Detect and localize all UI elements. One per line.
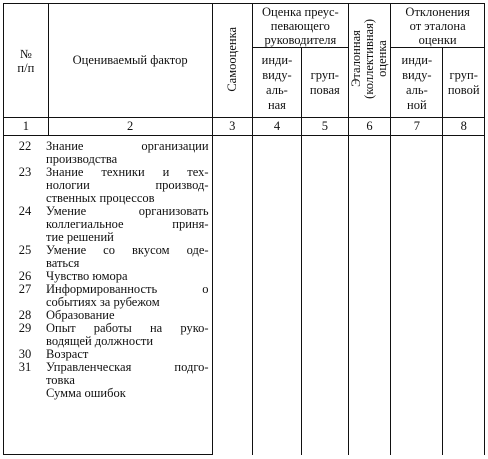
factor-row-number: 22 [18, 139, 32, 153]
header-deviation-individual [391, 48, 443, 118]
factor-row-text [46, 283, 212, 309]
header-superior-individual-l4: ная [267, 97, 286, 112]
factor-row [4, 244, 212, 270]
header-superior-individual-l2: виду- [262, 67, 292, 82]
factor-row-text [46, 322, 212, 348]
header-superior-group-l2: повая [309, 82, 340, 97]
factor-list-cell [4, 136, 213, 455]
factor-row-number: 24 [18, 204, 32, 218]
factor-row [4, 387, 212, 400]
factor-row-text-line: тие решений [46, 230, 114, 244]
factor-row-text-line: Умение организовать [46, 204, 209, 218]
header-superior-line-3: руководителя [264, 32, 337, 47]
factor-row-text-line: Чувство юмора [46, 269, 128, 283]
header-num [4, 4, 49, 118]
header-superior-group [301, 48, 348, 118]
factor-list [4, 140, 212, 400]
factor-row [4, 283, 212, 309]
factor-row-number: 31 [18, 360, 32, 374]
factor-row-text [46, 205, 212, 244]
header-deviation-line-1: Отклонения [405, 4, 470, 19]
header-superior-line-1: Оценка преус- [262, 4, 339, 19]
header-deviation-group-l1: груп- [449, 67, 478, 82]
header-deviation-line-3: оценки [418, 32, 457, 47]
factor-row-text-line: ваться [46, 256, 80, 270]
factor-row-text-line: Возраст [46, 347, 89, 361]
factor-row-text-line: Умение со вкусом оде- [46, 243, 209, 257]
header-standard-line-1: Эталонная [349, 30, 363, 88]
column-number-4: 4 [252, 118, 301, 136]
header-self-assessment-text: Самооценка [224, 26, 239, 92]
header-factor-text: Оцениваемый фактор [72, 53, 188, 67]
cell-superior-individual [252, 136, 301, 455]
factor-row-text-line: товка [46, 373, 75, 387]
factor-row-text [46, 166, 212, 205]
factor-row-text-line: Знание организации [46, 139, 209, 153]
factor-row [4, 205, 212, 244]
column-number-7: 7 [391, 118, 443, 136]
header-deviation-group-l2: повой [447, 82, 480, 97]
header-superior-individual-l3: аль- [266, 82, 288, 97]
factor-row-number: 29 [18, 321, 32, 335]
cell-deviation-group [443, 136, 485, 455]
factor-row-text-line: Сумма ошибок [46, 386, 126, 400]
factor-row-text-line: Управленческая подго- [46, 360, 209, 374]
column-number-1: 1 [4, 118, 49, 136]
factor-row-number: 23 [18, 165, 32, 179]
factor-row-text-line: ственных процессов [46, 191, 155, 205]
header-superior-individual-l1: инди- [261, 52, 293, 67]
header-deviation-individual-l4: ной [407, 97, 427, 112]
factor-row-text-line: Опыт работы на руко- [46, 321, 209, 335]
factor-row-text-line: коллегиальное приня- [46, 217, 209, 231]
header-superior [252, 4, 348, 48]
header-standard-line-3: оценка [375, 40, 389, 78]
header-superior-group-l1: груп- [310, 67, 339, 82]
factor-row-text [46, 361, 212, 387]
column-number-5: 5 [301, 118, 348, 136]
header-factor [48, 4, 212, 118]
header-standard [348, 4, 391, 118]
factor-row-text-line: производства [46, 152, 118, 166]
factor-row-text [46, 244, 212, 270]
column-number-2: 2 [48, 118, 212, 136]
header-standard-line-2: (коллективная) [362, 19, 376, 99]
factor-row [4, 361, 212, 387]
cell-superior-group [301, 136, 348, 455]
column-number-3: 3 [212, 118, 252, 136]
header-deviation-individual-l1: инди- [401, 52, 433, 67]
factor-row-text [46, 387, 212, 400]
factor-row-text [46, 140, 212, 166]
factor-row [4, 140, 212, 166]
cell-deviation-individual [391, 136, 443, 455]
header-superior-individual [252, 48, 301, 118]
header-superior-line-2: певающего [270, 18, 330, 33]
factor-row-text-line: событиях за рубежом [46, 295, 160, 309]
header-deviation [391, 4, 485, 48]
factor-row [4, 166, 212, 205]
factor-row-text-line: нологии производ- [46, 178, 209, 192]
header-deviation-line-2: от эталона [409, 18, 466, 33]
cell-standard [348, 136, 391, 455]
cell-self [212, 136, 252, 455]
factor-row-number: 26 [18, 269, 32, 283]
header-deviation-individual-l3: аль- [405, 82, 428, 97]
header-deviation-group [443, 48, 485, 118]
factor-row [4, 322, 212, 348]
factor-row-number: 30 [18, 347, 32, 361]
factor-row-number: 25 [18, 243, 32, 257]
header-self-assessment [212, 4, 252, 118]
column-number-6: 6 [348, 118, 391, 136]
factor-row-text-line: Образование [46, 308, 115, 322]
header-num-text: № п/п [17, 46, 35, 75]
assessment-table [3, 3, 485, 455]
column-number-8: 8 [443, 118, 485, 136]
factor-row-text-line: Информированность о [46, 282, 209, 296]
header-standard-text [350, 19, 389, 99]
header-deviation-individual-l2: виду- [402, 67, 432, 82]
factor-row-text-line: водящей должности [46, 334, 154, 348]
factor-row-text-line: Знание техники и тех- [46, 165, 209, 179]
factor-row-number: 27 [18, 282, 32, 296]
factor-row-number: 28 [18, 308, 32, 322]
